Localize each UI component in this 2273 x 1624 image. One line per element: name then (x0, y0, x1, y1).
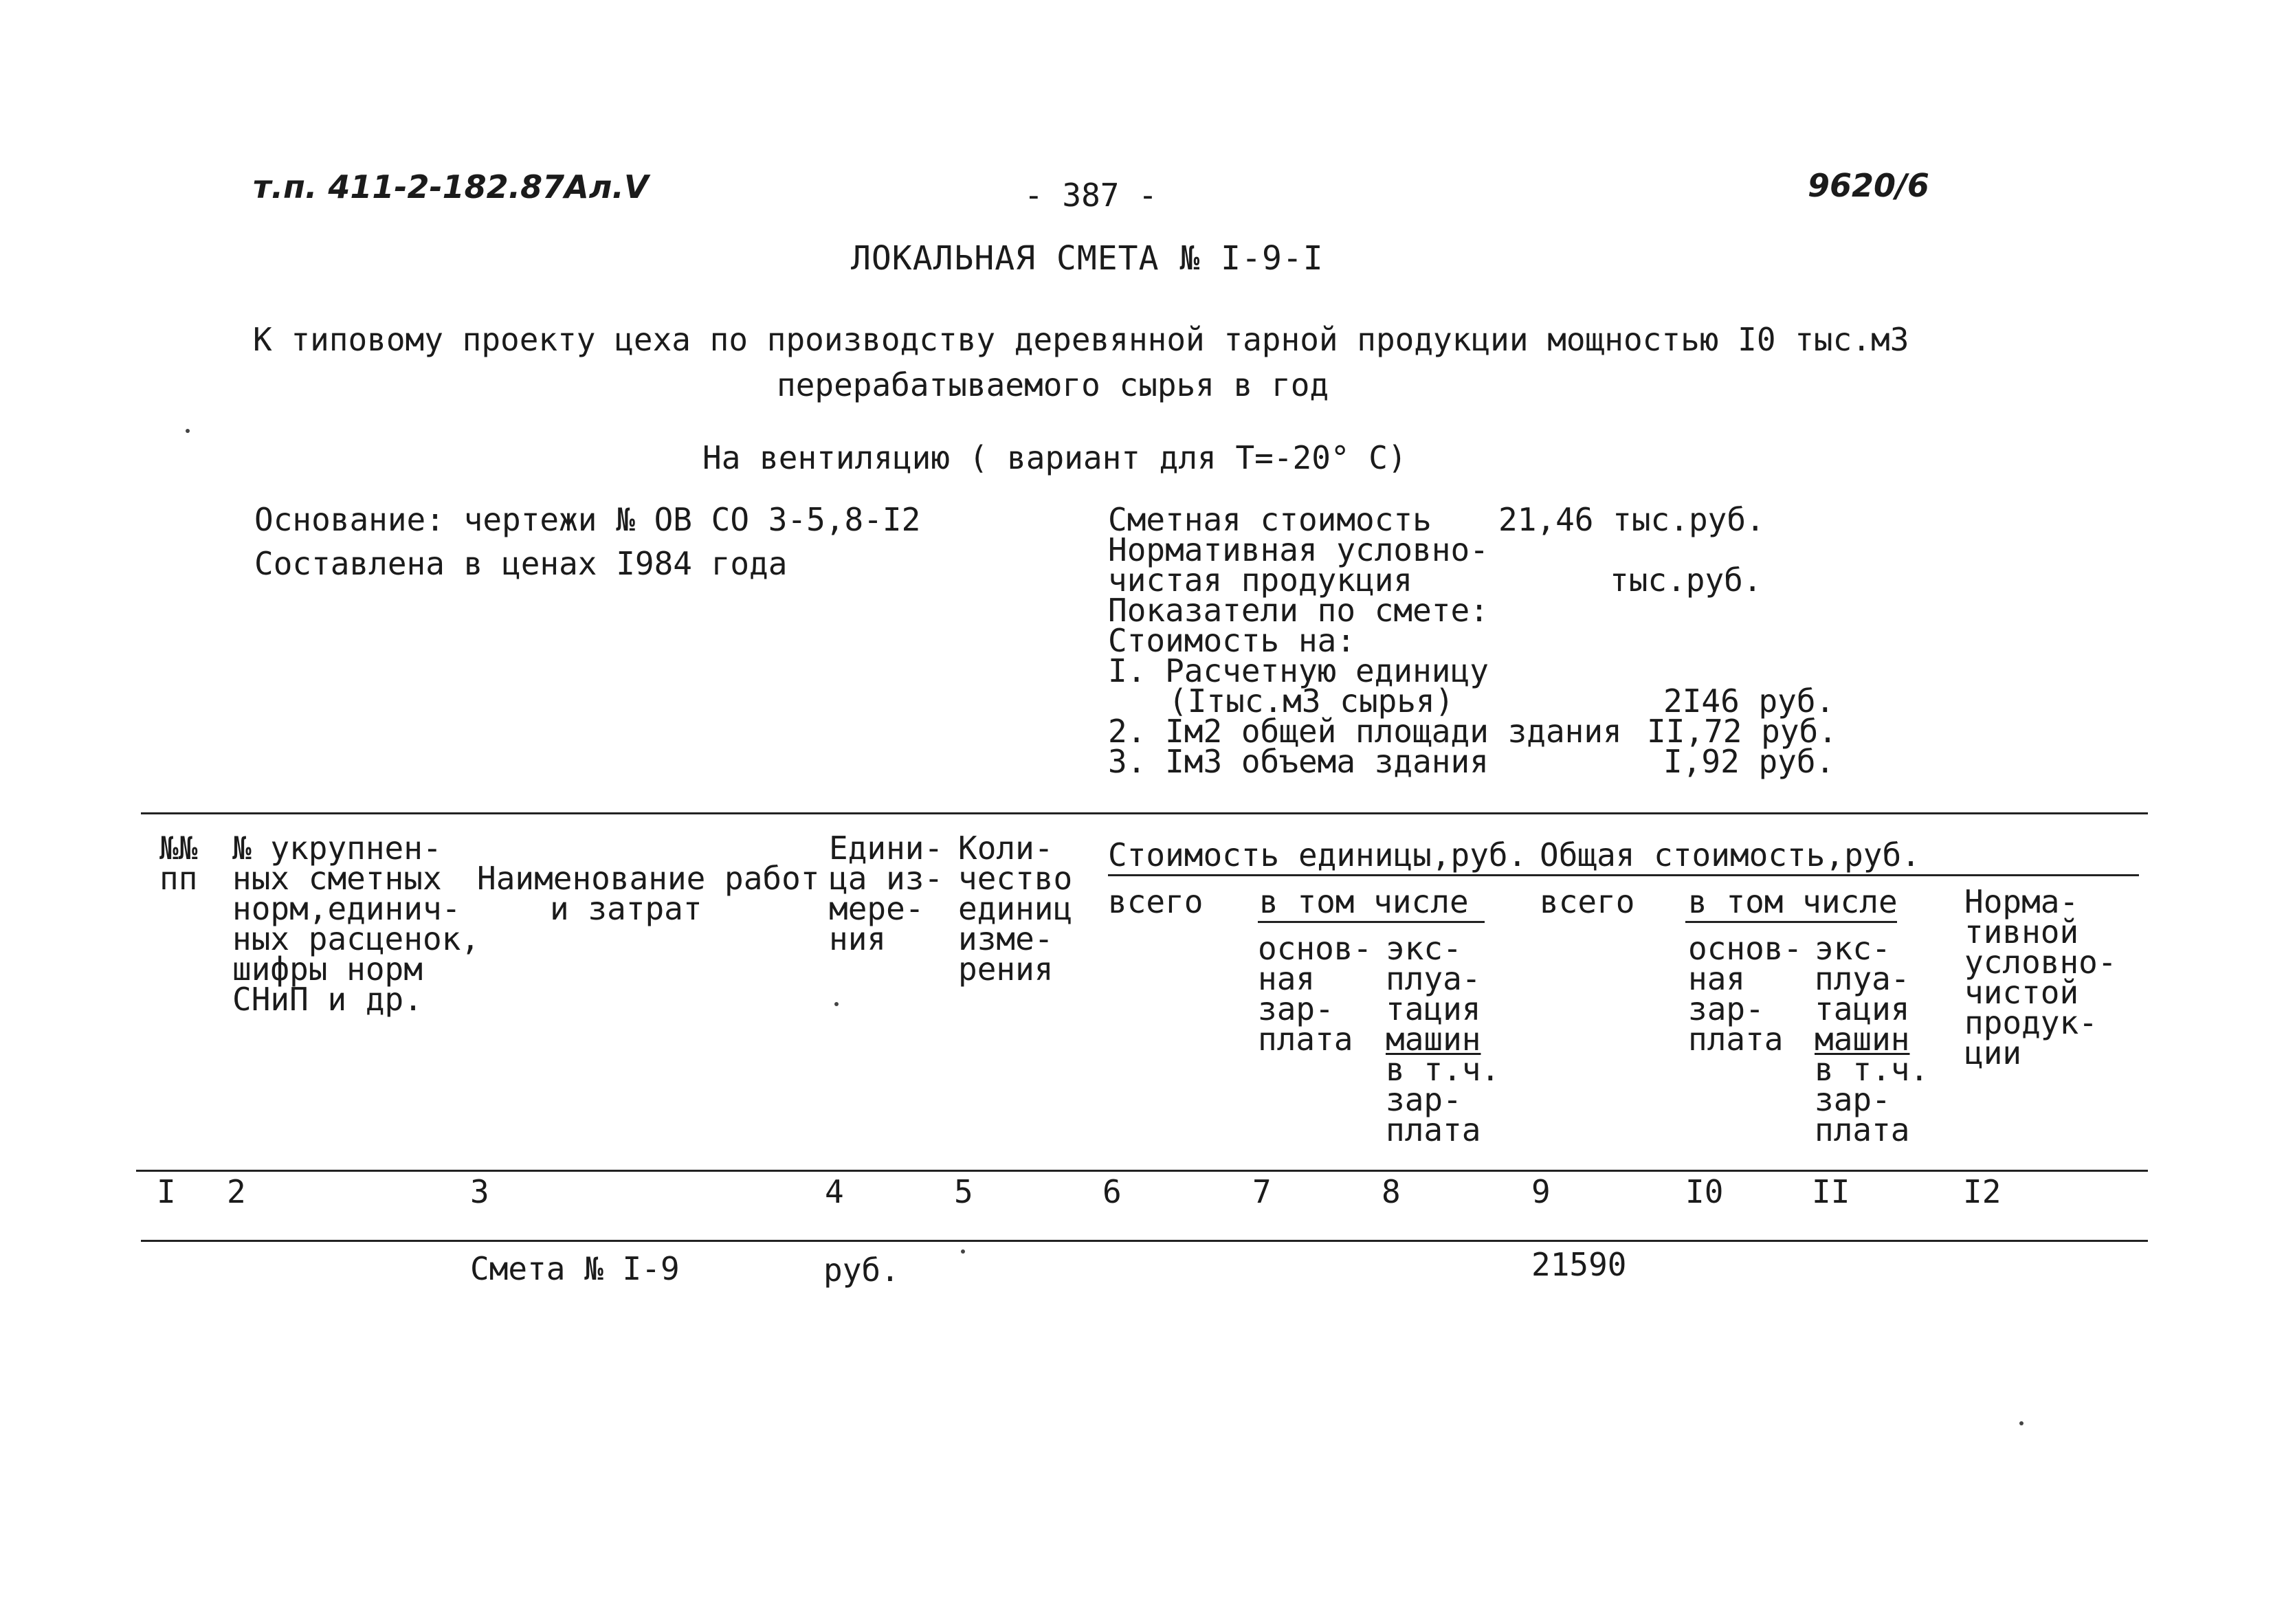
unit-including-header: в том числе (1259, 883, 1469, 920)
unit-cost-group-header: Стоимость единицы,руб. (1108, 836, 1527, 874)
table-top-rule (141, 812, 2148, 814)
basis-prices-year: Составлена в ценах I984 года (254, 545, 788, 582)
col-5-header-line: изме- (958, 920, 1054, 957)
col-5-header-line: Коли- (958, 830, 1054, 867)
column-number: 7 (1252, 1173, 1272, 1210)
base-salary-line: плата (1258, 1021, 1353, 1058)
indicator-1-sublabel: (Iтыс.м3 сырья) (1168, 682, 1454, 720)
indicator-3-value: I,92 руб. (1663, 743, 1835, 780)
project-description-line2: перерабатываемого сырья в год (777, 366, 1329, 403)
col-2-header-line: СНиП и др. (232, 981, 423, 1018)
incl-salary-line: зар- (1386, 1081, 1462, 1118)
column-number: 2 (227, 1173, 246, 1210)
machine-line: тация (1815, 990, 1910, 1027)
base-salary-line: ная (1258, 960, 1316, 997)
indicator-1-label: I. Расчетную единицу (1108, 652, 1489, 689)
scan-speck (834, 1002, 839, 1006)
col-2-header-line: ных расценок, (232, 920, 480, 957)
normative-header-line: чистой (1964, 974, 2079, 1011)
column-number: II (1812, 1173, 1850, 1210)
incl-salary-line: в т.ч. (1815, 1051, 1929, 1088)
column-number: 6 (1102, 1173, 1122, 1210)
inventory-number: 9620/6 (1808, 167, 1929, 204)
col-1-header-line: пп (159, 860, 198, 897)
column-number: I (157, 1173, 176, 1210)
estimate-title: ЛОКАЛЬНАЯ СМЕТА № I-9-I (851, 239, 1324, 278)
col-4-header-line: мере- (829, 890, 924, 927)
indicator-2-value: II,72 руб. (1647, 713, 1837, 750)
col-5-header-line: рения (958, 950, 1054, 988)
base-salary-line: основ- (1258, 930, 1373, 967)
indicator-2-label: 2. Iм2 общей площади здания (1108, 713, 1622, 750)
normative-label-2: чистая продукция (1108, 561, 1413, 599)
normative-label-1: Нормативная условно- (1108, 531, 1489, 568)
estimate-subject: На вентиляцию ( вариант для Т=-20° С) (702, 439, 1407, 476)
indicators-label: Показатели по смете: (1108, 592, 1489, 629)
normative-header-line: тивной (1964, 913, 2079, 950)
row-total: 21590 (1531, 1246, 1627, 1283)
col-1-header (159, 830, 198, 897)
col-2-header-line: № укрупнен- (232, 830, 442, 867)
total-machine-header (1815, 930, 1929, 1148)
col-5-header-line: чество (958, 860, 1073, 897)
total-total-header: всего (1540, 883, 1635, 920)
machine-line: машин (1815, 1021, 1910, 1058)
incl-salary-line: зар- (1815, 1081, 1891, 1118)
scan-speck (2019, 1421, 2023, 1425)
estimated-cost-label: Сметная стоимость (1108, 501, 1432, 538)
row-unit: руб. (823, 1252, 900, 1289)
page-number: - 387 - (1024, 177, 1157, 214)
column-number: I0 (1685, 1173, 1724, 1210)
column-number: 8 (1382, 1173, 1401, 1210)
col-1-header-line: №№ (159, 830, 198, 867)
col-4-header-line: ца из- (829, 860, 944, 897)
column-numbers-top-rule (136, 1170, 2148, 1172)
normative-header-line: ции (1964, 1034, 2022, 1071)
incl-salary-line: плата (1386, 1111, 1481, 1148)
normative-column-header (1964, 883, 2117, 1071)
row-name: Смета № I-9 (470, 1250, 680, 1287)
machine-line: машин (1386, 1021, 1481, 1058)
machine-line: экс- (1815, 930, 1891, 967)
machine-line: плуа- (1815, 960, 1910, 997)
project-description-line1: К типовому проекту цеха по производству деревянной тарной продукции мощностью I0 тыс.м3 (253, 321, 1909, 358)
unit-machine-header (1386, 930, 1500, 1148)
incl-salary-line: в т.ч. (1386, 1051, 1500, 1088)
total-cost-group-header: Общая стоимость,руб. (1540, 836, 1920, 874)
base-salary-line: зар- (1258, 990, 1334, 1027)
col-2-header (232, 830, 480, 1018)
machine-line: тация (1386, 990, 1481, 1027)
estimated-cost-value: 21,46 тыс.руб. (1498, 501, 1765, 538)
col-5-header (958, 830, 1073, 988)
base-salary-line: зар- (1688, 990, 1764, 1027)
col-3-header-line2: и затрат (550, 890, 702, 927)
indicator-1-value: 2I46 руб. (1663, 682, 1835, 720)
incl-salary-line: плата (1815, 1111, 1910, 1148)
normative-header-line: продук- (1964, 1004, 2098, 1041)
base-salary-line: плата (1688, 1021, 1784, 1058)
normative-unit: тыс.руб. (1610, 561, 1762, 599)
indicator-3-label: 3. Iм3 объема здания (1108, 743, 1489, 780)
column-number: 9 (1531, 1173, 1551, 1210)
unit-base-salary-header (1258, 930, 1373, 1058)
col-4-header (829, 830, 944, 957)
cost-group-underline (1108, 874, 2139, 876)
column-number: 5 (954, 1173, 973, 1210)
scan-speck (186, 429, 190, 433)
total-including-header: в том числе (1688, 883, 1898, 920)
unit-total-header: всего (1108, 883, 1204, 920)
col-2-header-line: ных сметных (232, 860, 442, 897)
column-number: I2 (1963, 1173, 2002, 1210)
column-number: 4 (825, 1173, 844, 1210)
col-4-header-line: Едини- (829, 830, 944, 867)
column-number: 3 (470, 1173, 489, 1210)
document-reference: т.п. 411-2-182.87Ал.V (253, 168, 649, 205)
scan-speck (961, 1249, 965, 1254)
base-salary-line: основ- (1688, 930, 1803, 967)
normative-header-line: условно- (1964, 944, 2117, 981)
total-base-salary-header (1688, 930, 1803, 1058)
base-salary-line: ная (1688, 960, 1746, 997)
col-4-header-line: ния (829, 920, 887, 957)
machine-line: экс- (1386, 930, 1462, 967)
unit-including-underline (1258, 921, 1485, 923)
col-2-header-line: шифры норм (232, 950, 423, 988)
basis-drawings: Основание: чертежи № ОВ СО 3-5,8-I2 (254, 501, 921, 538)
normative-header-line: Норма- (1964, 883, 2079, 920)
total-including-underline (1685, 921, 1897, 923)
col-5-header-line: единиц (958, 890, 1073, 927)
col-3-header-line1: Наименование работ (477, 860, 820, 897)
col-2-header-line: норм,единич- (232, 890, 461, 927)
machine-line: плуа- (1386, 960, 1481, 997)
column-numbers-bottom-rule (141, 1240, 2148, 1242)
cost-on-label: Стоимость на: (1108, 622, 1356, 659)
